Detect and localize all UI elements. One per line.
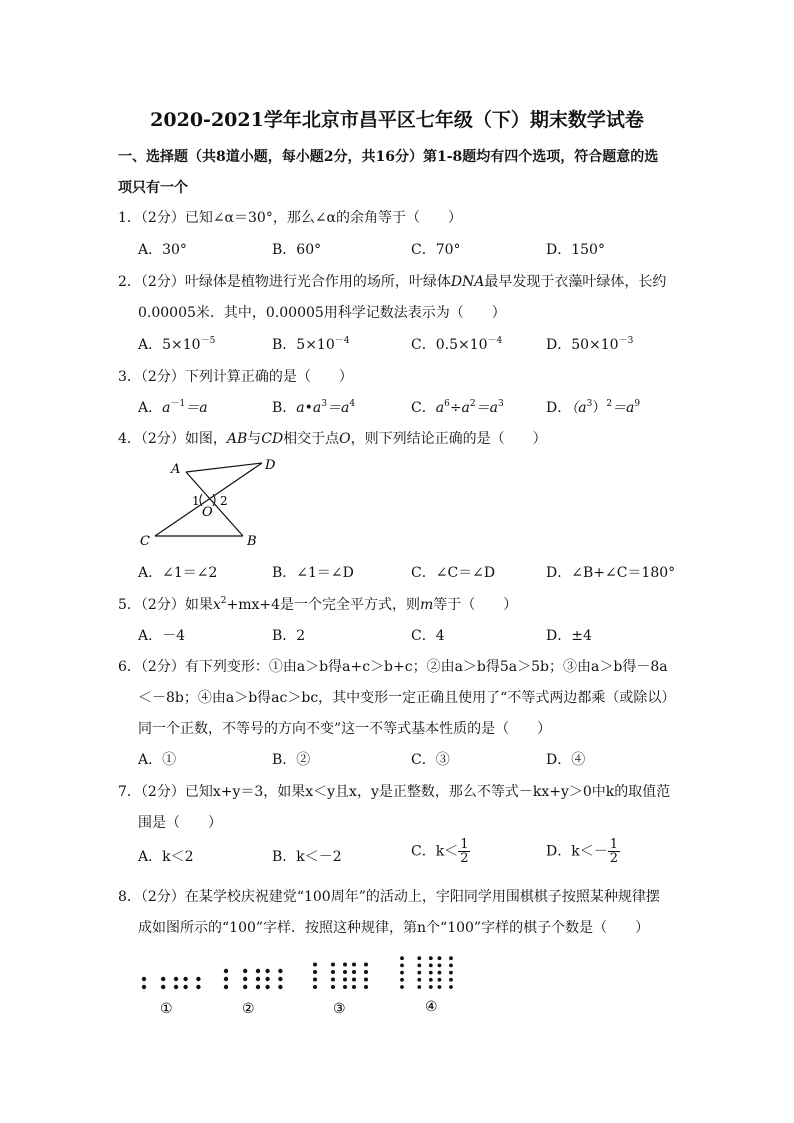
question-3: 3．（2分）下列计算正确的是（ ）	[118, 369, 353, 385]
q3-c-eq: ＝a	[475, 400, 498, 416]
chess-piece	[417, 985, 421, 989]
chess-piece	[449, 978, 453, 982]
q7-d-fraction	[608, 838, 620, 865]
q3-c-exp3: 3	[497, 399, 504, 409]
chess-piece	[438, 971, 442, 975]
chess-piece	[331, 978, 335, 982]
chess-piece	[174, 985, 178, 989]
q3-option-d	[546, 397, 640, 417]
q7-d-num: 1	[609, 837, 618, 852]
chess-piece	[313, 970, 317, 974]
chess-piece	[438, 978, 442, 982]
q5-exp: 2	[220, 596, 227, 606]
q1-option-b: B．60°	[272, 242, 322, 258]
chess-piece	[352, 963, 356, 967]
chess-piece	[364, 985, 368, 989]
chess-piece	[400, 971, 404, 975]
page-title: 2020-2021学年北京市昌平区七年级（下）期末数学试卷	[150, 109, 644, 131]
q3-b-eq: ＝a	[326, 400, 350, 416]
chess-piece	[174, 977, 178, 981]
pattern-4	[400, 956, 453, 989]
chess-piece	[313, 978, 317, 982]
q3-a-var: a	[162, 400, 171, 416]
chess-piece	[224, 985, 228, 989]
label-c: C	[140, 534, 150, 549]
q1-option-a: A．30°	[138, 242, 187, 258]
q2-option-c-exp: －4	[487, 336, 503, 346]
chess-piece	[438, 964, 442, 968]
chess-piece	[161, 985, 165, 989]
chess-piece	[278, 985, 282, 989]
q5-x: x	[212, 597, 221, 613]
q7-option-c	[411, 838, 470, 865]
chess-piece	[429, 971, 433, 975]
q3-b-exp: 3	[321, 399, 327, 409]
q3-option-a	[138, 397, 208, 417]
chess-piece	[313, 985, 317, 989]
q3-a-exp: －1	[170, 399, 186, 409]
chess-piece	[417, 971, 421, 975]
q5-option-c: C．4	[411, 628, 445, 644]
chess-piece	[183, 985, 187, 989]
label-o: O	[202, 505, 213, 520]
chess-piece	[265, 969, 269, 973]
q3-b-exp2: 4	[349, 399, 356, 409]
question-4	[118, 428, 547, 448]
chess-piece	[400, 964, 404, 968]
q6-option-d: D．④	[546, 752, 586, 768]
q2-text-b: 最早发现于衣藻叶绿体，长约	[484, 274, 667, 290]
q5-option-b: B．2	[272, 628, 306, 644]
q5-m: m	[420, 597, 434, 613]
q5-option-d: D．±4	[546, 628, 592, 644]
q2-option-a-exp: －5	[200, 336, 216, 346]
chess-piece	[449, 985, 453, 989]
chess-piece	[364, 963, 368, 967]
q8-figure	[130, 940, 480, 1025]
chess-piece	[265, 977, 269, 981]
q4-option-b: B．∠1＝∠D	[272, 565, 354, 581]
label-angle-2: 2	[220, 494, 228, 508]
chess-piece	[331, 970, 335, 974]
chess-piece	[449, 964, 453, 968]
q3-option-c	[411, 397, 504, 417]
q2-dna: DNA	[450, 274, 485, 290]
chess-piece	[331, 985, 335, 989]
chess-piece	[429, 964, 433, 968]
chess-piece	[400, 956, 404, 960]
chess-piece	[256, 969, 260, 973]
q3-c-exp: 6	[444, 399, 450, 409]
q7-d-label: D．k＜－	[546, 843, 608, 860]
q3-c-label: C．	[411, 400, 436, 416]
chess-piece	[243, 977, 247, 981]
q3-d-open: （a	[571, 400, 587, 416]
q2-option-c	[411, 334, 502, 354]
q7-option-d	[546, 838, 620, 865]
chess-piece	[243, 985, 247, 989]
q2-option-b	[272, 334, 349, 354]
question-6-line1: 6．（2分）有下列变形：①由a＞b得a+c＞b+c；②由a＞b得5a＞5b；③由a＞b得－8a	[118, 659, 668, 675]
chess-piece	[278, 977, 282, 981]
label-pattern-4: ④	[425, 999, 438, 1015]
q7-d-den: 2	[609, 851, 618, 866]
q6-option-b: B．②	[272, 752, 311, 768]
q3-d-close: ）	[592, 400, 607, 416]
chess-piece	[429, 985, 433, 989]
chess-piece	[352, 970, 356, 974]
question-6-line2: ＜－8b；④由a＞b得ac＞bc，其中变形一定正确且使用了“不等式两边都乘（或除以）	[138, 690, 676, 706]
chess-piece	[364, 970, 368, 974]
chess-piece	[256, 985, 260, 989]
q3-d-eq: ＝a	[612, 400, 635, 416]
chess-piece	[196, 985, 200, 989]
question-2-line1	[118, 271, 666, 291]
pattern-1	[142, 977, 201, 989]
chess-piece	[224, 969, 228, 973]
q2-option-c-base: C．0.5×10	[411, 337, 488, 353]
chess-piece	[364, 978, 368, 982]
chess-piece	[331, 963, 335, 967]
q3-c-expr: a	[435, 400, 445, 416]
label-pattern-3: ③	[333, 1001, 346, 1017]
q4-option-c: C．∠C＝∠D	[411, 565, 496, 581]
q5-text-c: 等于（ ）	[433, 597, 518, 613]
q7-c-fraction	[458, 838, 470, 865]
section-heading-line2: 项只有一个	[118, 180, 188, 196]
question-5	[118, 594, 517, 614]
q7-c-label: C．k＜	[411, 843, 459, 860]
chess-piece	[352, 985, 356, 989]
q4-text-b: 与	[247, 431, 262, 447]
pattern-3	[313, 963, 368, 990]
q3-c-exp2: 2	[469, 399, 476, 409]
chess-piece	[449, 971, 453, 975]
label-angle-1: 1	[192, 494, 200, 508]
chess-piece	[142, 985, 146, 989]
chess-piece	[161, 977, 165, 981]
q1-option-d: D．150°	[546, 242, 605, 258]
chess-piece	[343, 978, 347, 982]
q3-a-rest: ＝a	[185, 400, 208, 416]
chess-piece	[343, 963, 347, 967]
question-1: 1．（2分）已知∠α＝30°，那么∠α的余角等于（ ）	[118, 210, 462, 226]
q4-option-d: D．∠B+∠C＝180°	[546, 565, 676, 581]
q3-b-expr: a•a	[296, 400, 322, 416]
q2-option-d	[546, 334, 633, 354]
label-pattern-2: ②	[242, 1001, 255, 1017]
chess-piece	[429, 956, 433, 960]
chess-piece	[352, 978, 356, 982]
question-8-line2: 成如图所示的“100”字样．按照这种规律，第n个“100”字样的棋子个数是（ ）	[138, 920, 650, 936]
chess-piece	[243, 969, 247, 973]
q7-c-den: 2	[460, 851, 469, 866]
q3-d-exp3: 9	[634, 399, 641, 409]
chess-piece	[256, 977, 260, 981]
pattern-2	[224, 969, 283, 989]
chess-piece	[449, 956, 453, 960]
question-2-line2: 0.00005米．其中，0.00005用科学记数法表示为（ ）	[138, 305, 506, 321]
q3-d-exp: 3	[586, 399, 593, 409]
chess-piece	[343, 970, 347, 974]
q1-option-c: C．70°	[411, 242, 461, 258]
q4-figure	[135, 455, 295, 550]
chess-piece	[400, 978, 404, 982]
chess-piece	[343, 985, 347, 989]
q2-option-d-exp: －3	[618, 336, 634, 346]
label-pattern-1: ①	[160, 1001, 173, 1017]
q5-option-a: A．－4	[138, 628, 186, 644]
label-d: D	[265, 458, 276, 473]
q3-option-b	[272, 397, 355, 417]
chess-piece	[183, 977, 187, 981]
chess-piece	[313, 963, 317, 967]
chess-piece	[417, 956, 421, 960]
q4-text-a: 4．（2分）如图，	[118, 431, 227, 447]
chess-piece	[278, 969, 282, 973]
q4-text-c: 相交于点	[283, 431, 340, 447]
q3-d-exp2: 2	[606, 399, 613, 409]
q4-option-a: A．∠1＝∠2	[138, 565, 218, 581]
chess-piece	[438, 956, 442, 960]
q2-option-b-exp: －4	[334, 336, 350, 346]
label-a: A	[171, 462, 181, 477]
chess-piece	[429, 978, 433, 982]
q3-a-label: A．	[138, 400, 163, 416]
q5-text-a: 5．（2分）如果	[118, 597, 213, 613]
q4-text-d: ，则下列结论正确的是（ ）	[350, 431, 547, 447]
chess-piece	[417, 964, 421, 968]
question-6-line3: 同一个正数，不等号的方向不变”这一不等式基本性质的是（ ）	[138, 721, 552, 737]
q2-option-b-base: B．5×10	[272, 337, 335, 353]
q3-c-div: ÷a	[449, 400, 470, 416]
q2-option-a-base: A．5×10	[138, 337, 201, 353]
q2-text-a: 2．（2分）叶绿体是植物进行光合作用的场所，叶绿体	[118, 274, 451, 290]
q4-o: O	[339, 431, 351, 447]
q6-option-a: A．①	[138, 752, 177, 768]
q2-option-d-base: D．50×10	[546, 337, 619, 353]
label-b: B	[247, 534, 257, 549]
q5-text-b: +mx+4是一个完全平方式，则	[226, 597, 421, 613]
question-7-line2: 围是（ ）	[138, 815, 222, 831]
chess-piece	[417, 978, 421, 982]
chess-piece	[400, 985, 404, 989]
question-8-line1: 8．（2分）在某学校庆祝建党“100周年”的活动上，宇阳同学用围棋棋子按照某种规律摆	[118, 889, 660, 905]
question-7-line1: 7．（2分）已知x+y＝3，如果x＜y且x，y是正整数，那么不等式－kx+y＞0中k的取值范	[118, 784, 671, 800]
q7-option-a: A．k＜2	[138, 849, 194, 865]
q3-d-label: D．	[546, 400, 572, 416]
q7-c-num: 1	[460, 837, 469, 852]
q3-b-label: B．	[272, 400, 297, 416]
q7-option-b: B．k＜－2	[272, 849, 342, 865]
chess-piece	[142, 977, 146, 981]
section-heading-line1: 一、选择题（共8道小题，每小题2分，共16分）第1-8题均有四个选项，符合题意的选	[118, 149, 659, 165]
chess-piece	[224, 977, 228, 981]
q2-option-a	[138, 334, 215, 354]
chess-piece	[438, 985, 442, 989]
q6-option-c: C．③	[411, 752, 450, 768]
q4-cd: CD	[261, 431, 284, 447]
chess-piece	[265, 985, 269, 989]
chess-piece	[196, 977, 200, 981]
q4-ab: AB	[226, 431, 248, 447]
